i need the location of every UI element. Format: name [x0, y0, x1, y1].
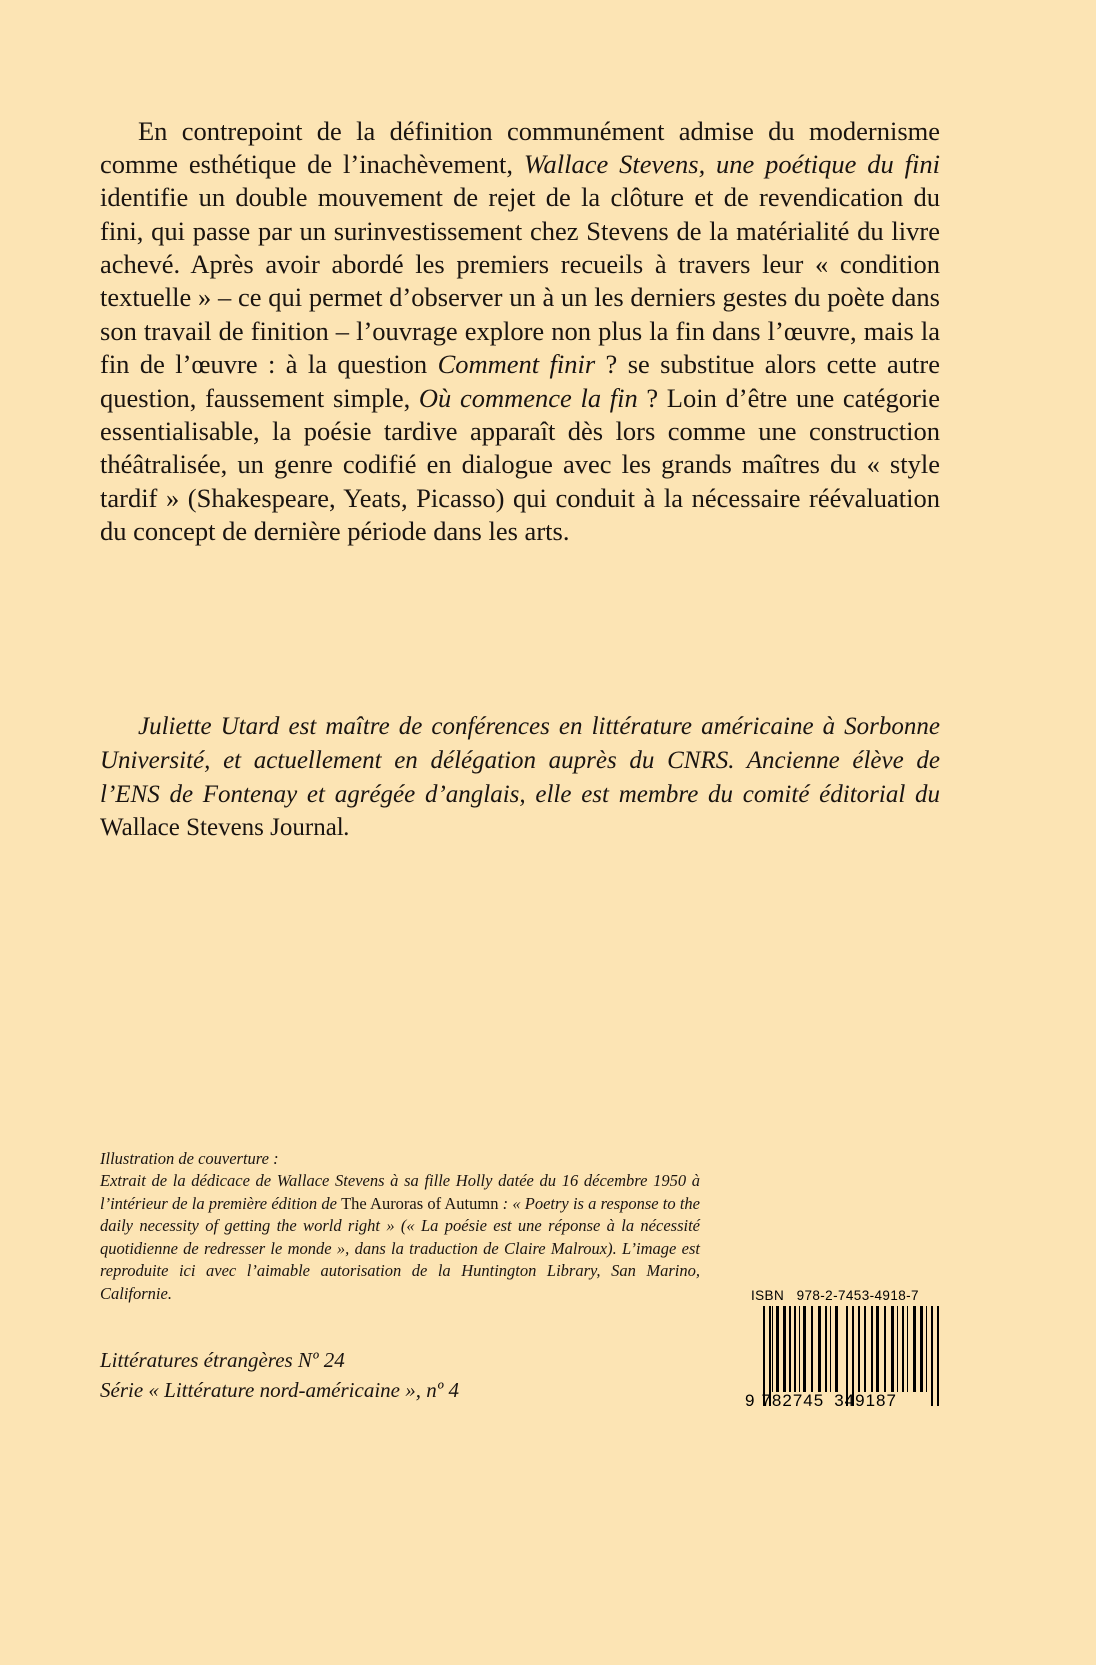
isbn-label — [745, 1288, 945, 1303]
barcode-block — [745, 1288, 945, 1411]
series-line-1: Littératures étrangères Nº 24 — [100, 1348, 345, 1372]
cover-note-text-1: Extrait de la dédicace de Wallace Stevens à sa fille Holly datée du 16 décembre 1950 à l’intérieur de la première édition de — [100, 1171, 700, 1213]
series-line-2: Série « Littérature nord-américaine », nº 4 — [100, 1378, 459, 1403]
isbn-number: 978-2-7453-4918-7 — [796, 1288, 919, 1303]
blurb-text-2: identifie un double mouvement de rejet de la clôture et de revendication du fini, qui passe par un surinvestissement chez Stevens de la matérialité du livre achevé. Après avoir abordé les premiers recueils à travers leur « condition textuelle » – ce qui permet d’observer un à un les derniers gestes du poète dans son travail de finition – l’ouvrage explore non plus la fin dans l’œuvre, mais la fin de l’œuvre : à la question — [100, 182, 940, 380]
bio-text-2: . — [343, 814, 350, 842]
barcode-digit-group-2: 349187 — [834, 1391, 897, 1410]
isbn-word: ISBN — [751, 1288, 785, 1303]
barcode-bars — [763, 1306, 945, 1392]
bio-text-1: Juliette Utard est maître de conférences en littérature américaine à Sorbonne Université, et actuellement en délégation auprès du CNRS. Ancienne élève de l’ENS de Fontenay et agrégée d’anglais, elle est membre du comité éditorial du — [100, 713, 940, 808]
barcode-digit-lead: 9 — [745, 1391, 756, 1410]
bio-journal-name: Wallace Stevens Journal — [100, 814, 344, 842]
author-bio — [100, 710, 940, 845]
blurb-paragraph — [100, 115, 940, 549]
blurb-text-3: ? se substitue alors cette autre question, faussement simple, — [100, 349, 940, 413]
barcode-digits — [745, 1391, 945, 1411]
series-info — [100, 1345, 720, 1406]
cover-note-text-2: : « Poetry is a response to the daily necessity of getting the world right » (« La poésie est une réponse à la nécessité quotidienne de redresser le monde », dans la traduction de Claire Malroux). L’image est reproduite ici avec l’aimable autorisation de la Huntington Library, San Marino, Californie. — [100, 1193, 700, 1303]
blurb-question-italic-1: Comment finir — [437, 349, 596, 380]
blurb-text-1: En contrepoint de la définition communément admise du modernisme comme esthétique de l’inachèvement, — [100, 115, 940, 179]
cover-note-title: Illustration de couverture : — [100, 1149, 279, 1168]
blurb-title-italic: Wallace Stevens, une poétique du fini — [523, 148, 940, 179]
barcode-digit-group-1: 782745 — [761, 1391, 825, 1410]
cover-note-book-title: The Auroras of Autumn — [341, 1193, 499, 1213]
blurb-text-4: ? Loin d’être une catégorie essentialisable, la poésie tardive apparaît dès lors comme une construction théâtralisée, un genre codifié en dialogue avec les grands maîtres du « style tardif » (Shakespeare, Yeats, Picasso) qui conduit à la nécessaire réévaluation du concept de dernière période dans les arts. — [100, 382, 940, 546]
blurb-question-italic-2: Où commence la fin — [418, 382, 638, 413]
cover-illustration-note — [100, 1148, 700, 1305]
barcode-image — [745, 1306, 945, 1411]
